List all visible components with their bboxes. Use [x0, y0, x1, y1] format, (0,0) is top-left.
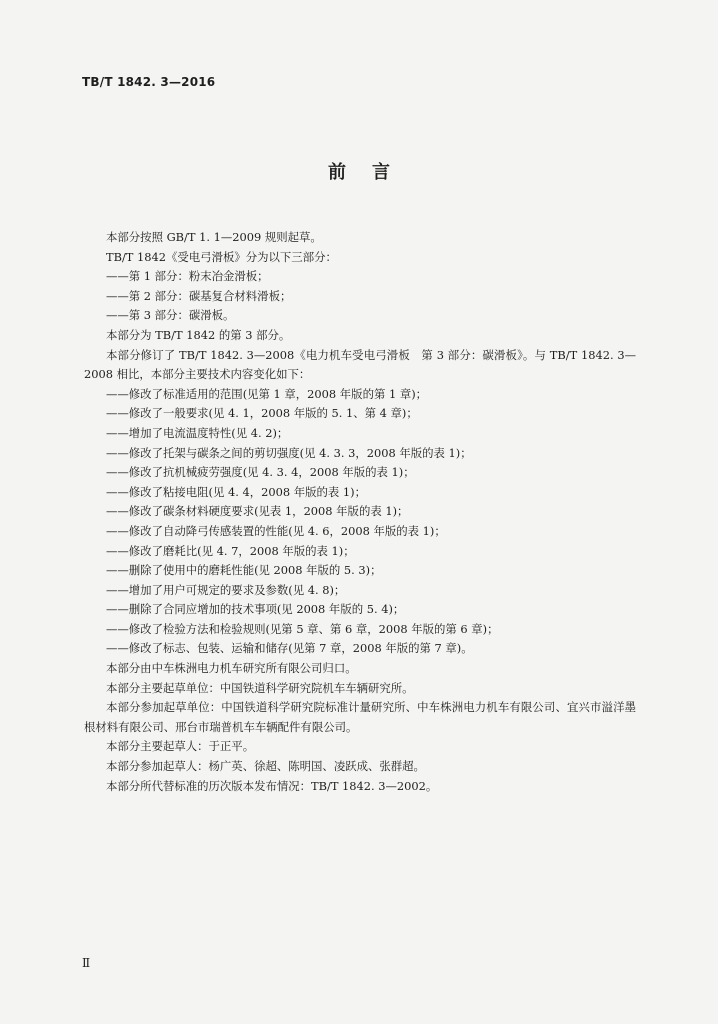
list-item: ——修改了检验方法和检验规则(见第 5 章、第 6 章，2008 年版的第 6 章)；: [106, 621, 499, 636]
page-title: 前言: [328, 162, 416, 183]
list-item: ——修改了标准适用的范围(见第 1 章，2008 年版的第 1 章)；: [106, 386, 428, 401]
foreword-body: [84, 228, 636, 796]
paragraph: 本部分参加起草单位：中国铁道科学研究院标准计量研究所、中车株洲电力机车有限公司、宜兴市溢洋墨根材料有限公司、邢台市瑞普机车车辆配件有限公司。: [84, 700, 636, 734]
page-number: Ⅱ: [82, 956, 91, 970]
paragraph: 本部分由中车株洲电力机车研究所有限公司归口。: [106, 661, 357, 676]
list-item: ——增加了电流温度特性(见 4. 2)；: [106, 425, 289, 440]
list-item: ——第 2 部分：碳基复合材料滑板；: [106, 288, 292, 303]
paragraph: 本部分修订了 TB/T 1842. 3—2008《电力机车受电弓滑板 第 3 部分：碳滑板》。与 TB/T 1842. 3—2008 相比，本部分主要技术内容变化如下：: [84, 347, 636, 382]
paragraph: 本部分主要起草人：于正平。: [106, 739, 255, 754]
paragraph: 本部分参加起草人：杨广英、徐超、陈明国、凌跃成、张群超。: [106, 759, 425, 774]
list-item: ——增加了用户可规定的要求及参数(见 4. 8)；: [106, 582, 346, 597]
paragraph: 本部分所代替标准的历次版本发布情况：TB/T 1842. 3—2002。: [106, 778, 438, 793]
list-item: ——第 1 部分：粉末冶金滑板；: [106, 269, 269, 284]
list-item: ——第 3 部分：碳滑板。: [106, 308, 235, 323]
paragraph: TB/T 1842《受电弓滑板》分为以下三部分：: [106, 249, 337, 264]
list-item: ——修改了碳条材料硬度要求(见表 1，2008 年版的表 1)；: [106, 504, 409, 519]
paragraph: 本部分为 TB/T 1842 的第 3 部分。: [106, 327, 291, 342]
list-item: ——删除了使用中的磨耗性能(见 2008 年版的 5. 3)；: [106, 563, 382, 578]
list-item: ——修改了托架与碳条之间的剪切强度(见 4. 3. 3，2008 年版的表 1)；: [106, 445, 472, 460]
document-id: TB/T 1842. 3—2016: [82, 75, 216, 89]
list-item: ——修改了标志、包装、运输和储存(见第 7 章，2008 年版的第 7 章)。: [106, 641, 473, 656]
list-item: ——修改了一般要求(见 4. 1，2008 年版的 5. 1、第 4 章)；: [106, 406, 418, 421]
paragraph: 本部分主要起草单位：中国铁道科学研究院机车车辆研究所。: [106, 680, 414, 695]
list-item: ——删除了合同应增加的技术事项(见 2008 年版的 5. 4)；: [106, 602, 405, 617]
paragraph: 本部分按照 GB/T 1. 1—2009 规则起草。: [106, 230, 322, 244]
list-item: ——修改了自动降弓传感装置的性能(见 4. 6，2008 年版的表 1)；: [106, 523, 446, 538]
list-item: ——修改了磨耗比(见 4. 7，2008 年版的表 1)；: [106, 543, 355, 558]
list-item: ——修改了抗机械疲劳强度(见 4. 3. 4，2008 年版的表 1)；: [106, 465, 415, 480]
list-item: ——修改了粘接电阻(见 4. 4，2008 年版的表 1)；: [106, 484, 366, 499]
